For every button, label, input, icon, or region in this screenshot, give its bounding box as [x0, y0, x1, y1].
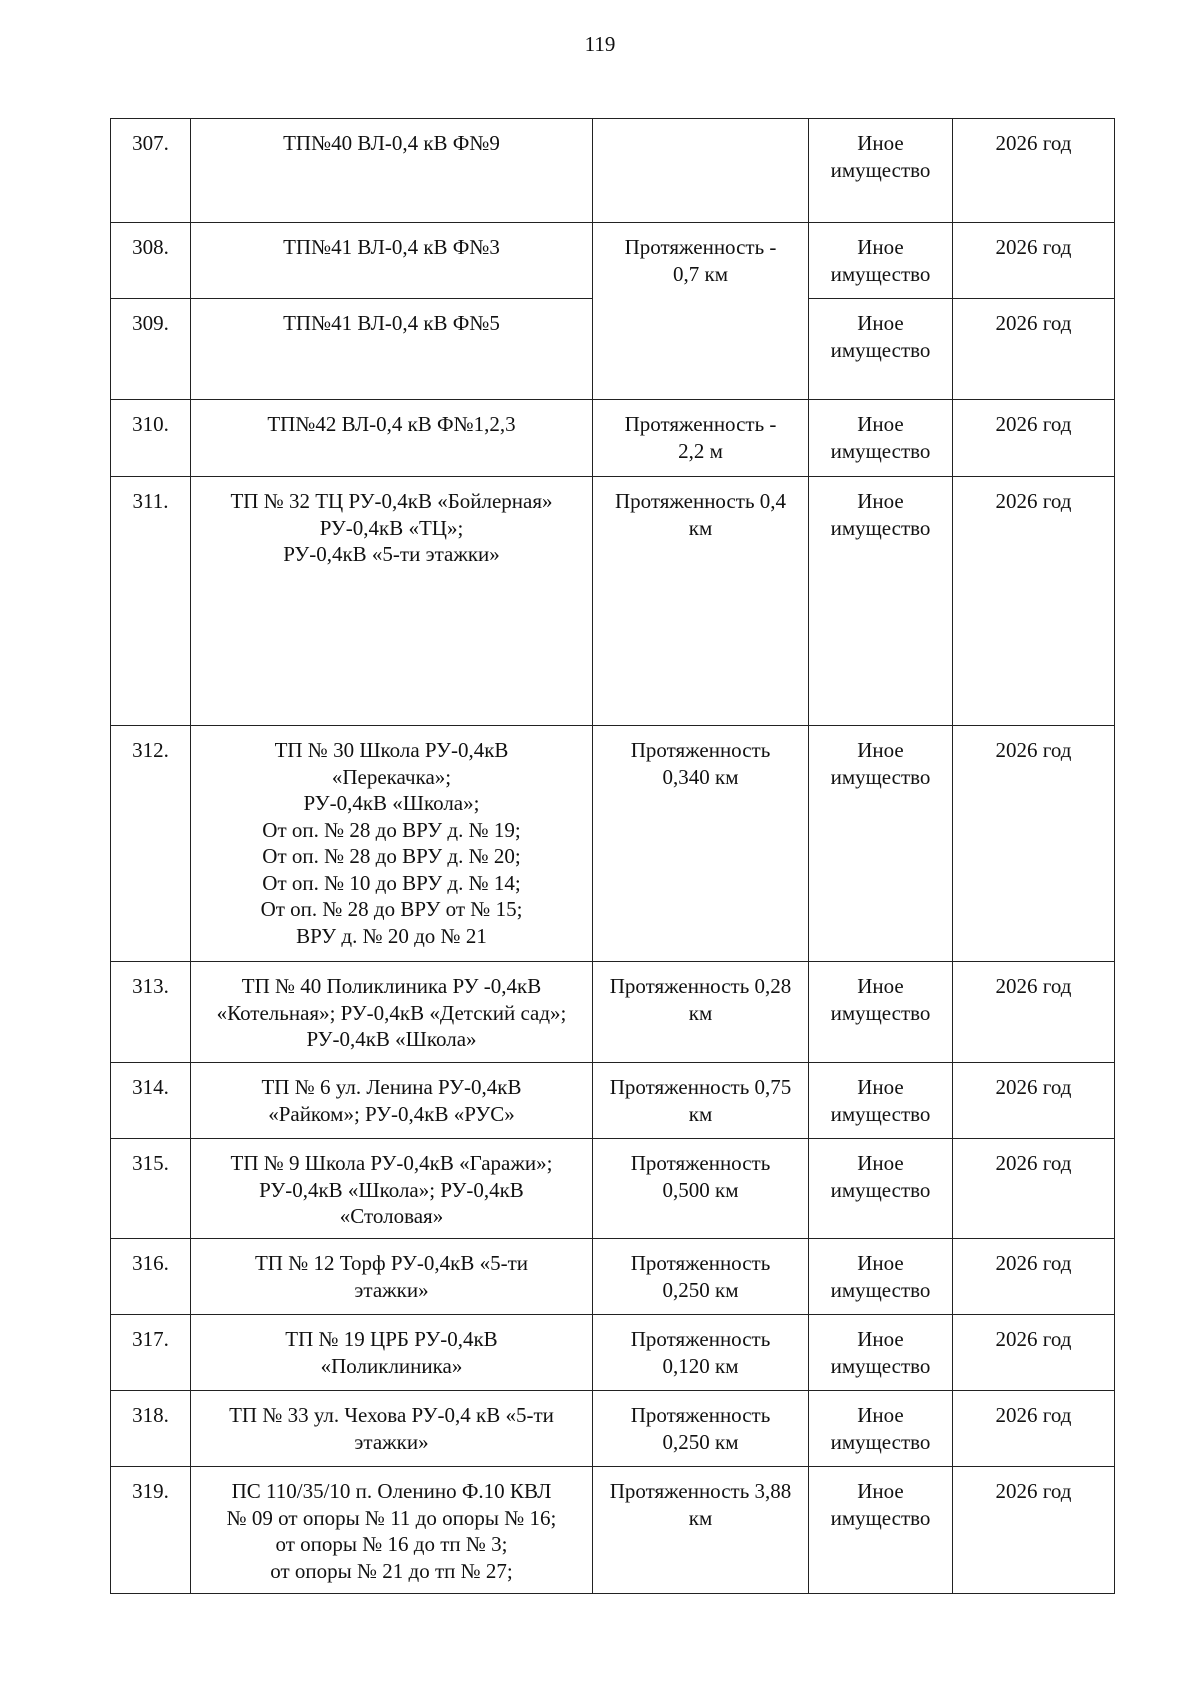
- property-type: [809, 1063, 953, 1139]
- extent-cell: [593, 1315, 809, 1391]
- extent-cell: [593, 1063, 809, 1139]
- extent-line: км: [688, 1101, 713, 1126]
- object-name-line: ТП № 9 Школа РУ-0,4кВ «Гаражи»;: [230, 1151, 553, 1175]
- target-year: 2026 год: [953, 1315, 1115, 1391]
- object-name-line: РУ-0,4кВ «Школа»: [306, 1027, 477, 1051]
- extent-cell: [593, 1391, 809, 1467]
- property-type-line: имущество: [830, 261, 931, 286]
- target-year: 2026 год: [953, 726, 1115, 962]
- property-type-line: имущество: [830, 1505, 931, 1530]
- row-number: 310.: [111, 400, 191, 477]
- row-number: 311.: [111, 477, 191, 726]
- extent-cell: [593, 223, 809, 400]
- extent-line: км: [688, 515, 713, 540]
- row-number: 314.: [111, 1063, 191, 1139]
- extent-cell: [593, 400, 809, 477]
- target-year: 2026 год: [953, 1391, 1115, 1467]
- page-number: 119: [584, 32, 616, 56]
- object-name-line: ТП№40 ВЛ-0,4 кВ Ф№9: [283, 131, 500, 155]
- extent-line: 0,7 км: [673, 261, 728, 286]
- extent-cell: [593, 477, 809, 726]
- property-type: [809, 1139, 953, 1239]
- property-type-line: имущество: [830, 1000, 931, 1025]
- property-type-line: имущество: [830, 438, 931, 463]
- object-name-line: от опоры № 21 до тп № 27;: [270, 1558, 513, 1583]
- object-name: [191, 1063, 593, 1139]
- property-type: [809, 1391, 953, 1467]
- object-name-line: ТП № 30 Школа РУ-0,4кВ: [274, 738, 509, 762]
- row-number: 308.: [111, 223, 191, 299]
- row-number: 309.: [111, 299, 191, 400]
- object-name: [191, 1391, 593, 1467]
- table-row: [111, 400, 1115, 477]
- object-name: [191, 726, 593, 962]
- property-type: [809, 400, 953, 477]
- extent-line: 0,250 км: [662, 1277, 739, 1302]
- target-year: 2026 год: [953, 223, 1115, 299]
- object-name-line: ТП№41 ВЛ-0,4 кВ Ф№5: [283, 311, 500, 335]
- property-type-line: имущество: [830, 1429, 931, 1454]
- extent-line: Протяженность 0,4: [614, 489, 787, 513]
- table-row: [111, 726, 1115, 962]
- property-type-line: Иное: [857, 235, 904, 259]
- object-name-line: от опоры № 16 до тп № 3;: [275, 1532, 508, 1556]
- object-name-line: От оп. № 28 до ВРУ д. № 20;: [262, 844, 521, 868]
- property-type-line: имущество: [830, 1353, 931, 1378]
- property-type-line: имущество: [830, 764, 931, 789]
- object-name: [191, 1467, 593, 1594]
- object-name-line: ПС 110/35/10 п. Оленино Ф.10 КВЛ: [231, 1479, 552, 1503]
- row-number: 315.: [111, 1139, 191, 1239]
- property-type-line: имущество: [830, 157, 931, 182]
- object-name-line: От оп. № 28 до ВРУ д. № 19;: [262, 817, 521, 842]
- property-type-line: Иное: [857, 489, 904, 513]
- object-name: [191, 1139, 593, 1239]
- object-name-line: ТП № 19 ЦРБ РУ-0,4кВ: [285, 1327, 498, 1351]
- object-name-line: ТП № 12 Торф РУ-0,4кВ «5-ти: [254, 1251, 529, 1275]
- extent-line: Протяженность 0,75: [609, 1075, 792, 1099]
- object-name-line: этажки»: [354, 1429, 429, 1454]
- object-name-line: ТП № 40 Поликлиника РУ -0,4кВ: [241, 974, 542, 998]
- object-name-line: «Столовая»: [339, 1204, 444, 1228]
- object-name: [191, 119, 593, 223]
- extent-line: Протяженность -: [624, 235, 777, 259]
- property-type-line: Иное: [857, 1151, 904, 1175]
- object-name-line: РУ-0,4кВ «ТЦ»;: [319, 515, 464, 540]
- extent-cell: [593, 726, 809, 962]
- target-year: 2026 год: [953, 119, 1115, 223]
- extent-line: Протяженность -: [624, 412, 777, 436]
- table-row: [111, 1139, 1115, 1239]
- property-type: [809, 119, 953, 223]
- extent-cell: [593, 1139, 809, 1239]
- extent-line: Протяженность: [630, 1403, 771, 1427]
- target-year: 2026 год: [953, 1467, 1115, 1594]
- property-type: [809, 962, 953, 1063]
- property-type-line: Иное: [857, 1479, 904, 1503]
- property-type: [809, 726, 953, 962]
- target-year: 2026 год: [953, 400, 1115, 477]
- property-table: [110, 118, 1115, 1594]
- target-year: 2026 год: [953, 477, 1115, 726]
- extent-line: Протяженность 0,28: [609, 974, 792, 998]
- object-name-line: «Поликлиника»: [320, 1353, 463, 1378]
- table-body: [111, 119, 1115, 1594]
- extent-line: км: [688, 1505, 713, 1530]
- property-type-line: Иное: [857, 974, 904, 998]
- object-name-line: «Райком»; РУ-0,4кВ «РУС»: [268, 1101, 515, 1126]
- table-row: [111, 477, 1115, 726]
- extent-line: 0,340 км: [662, 764, 739, 789]
- table-row: [111, 119, 1115, 223]
- property-type-line: Иное: [857, 1327, 904, 1351]
- object-name-line: «Перекачка»;: [331, 764, 452, 789]
- row-number: 318.: [111, 1391, 191, 1467]
- row-number: 307.: [111, 119, 191, 223]
- table-row: [111, 1239, 1115, 1315]
- object-name-line: ВРУ д. № 20 до № 21: [296, 923, 487, 948]
- table-row: [111, 1315, 1115, 1391]
- object-name: [191, 1239, 593, 1315]
- object-name-line: От оп. № 10 до ВРУ д. № 14;: [262, 870, 521, 895]
- property-type: [809, 1315, 953, 1391]
- extent-cell: [593, 1467, 809, 1594]
- row-number: 316.: [111, 1239, 191, 1315]
- target-year: 2026 год: [953, 1139, 1115, 1239]
- property-type-line: имущество: [830, 515, 931, 540]
- property-type-line: имущество: [830, 1177, 931, 1202]
- extent-line: км: [688, 1000, 713, 1025]
- extent-line: 0,500 км: [662, 1177, 739, 1202]
- property-type-line: Иное: [857, 412, 904, 436]
- table-row: [111, 1063, 1115, 1139]
- object-name: [191, 477, 593, 726]
- extent-line: Протяженность: [630, 1151, 771, 1175]
- object-name-line: ТП № 32 ТЦ РУ-0,4кВ «Бойлерная»: [230, 489, 553, 513]
- object-name: [191, 223, 593, 299]
- object-name-line: ТП № 33 ул. Чехова РУ-0,4 кВ «5-ти: [229, 1403, 554, 1427]
- extent-cell: [593, 962, 809, 1063]
- property-type-line: Иное: [857, 311, 904, 335]
- object-name-line: ТП № 6 ул. Ленина РУ-0,4кВ: [261, 1075, 522, 1099]
- target-year: 2026 год: [953, 299, 1115, 400]
- extent-line: Протяженность: [630, 1327, 771, 1351]
- row-number: 313.: [111, 962, 191, 1063]
- property-type-line: Иное: [857, 738, 904, 762]
- extent-line: Протяженность: [630, 738, 771, 762]
- table-row: [111, 1391, 1115, 1467]
- object-name: [191, 400, 593, 477]
- property-type-line: Иное: [857, 1403, 904, 1427]
- property-type-line: Иное: [857, 1075, 904, 1099]
- extent-line: 2,2 м: [678, 438, 723, 463]
- extent-line: 0,250 км: [662, 1429, 739, 1454]
- property-type: [809, 1239, 953, 1315]
- property-type: [809, 223, 953, 299]
- property-type-line: имущество: [830, 337, 931, 362]
- extent-cell: [593, 1239, 809, 1315]
- object-name-line: РУ-0,4кВ «Школа»;: [303, 791, 480, 815]
- object-name-line: ТП№41 ВЛ-0,4 кВ Ф№3: [283, 235, 500, 259]
- property-type-line: Иное: [857, 131, 904, 155]
- extent-line: Протяженность 3,88: [609, 1479, 792, 1503]
- object-name-line: РУ-0,4кВ «Школа»; РУ-0,4кВ: [259, 1177, 524, 1202]
- property-type: [809, 299, 953, 400]
- extent-line: 0,120 км: [662, 1353, 739, 1378]
- row-number: 317.: [111, 1315, 191, 1391]
- property-type: [809, 1467, 953, 1594]
- table-row: [111, 1467, 1115, 1594]
- property-type-line: имущество: [830, 1101, 931, 1126]
- object-name-line: ТП№42 ВЛ-0,4 кВ Ф№1,2,3: [267, 412, 516, 436]
- target-year: 2026 год: [953, 1063, 1115, 1139]
- property-type-line: имущество: [830, 1277, 931, 1302]
- object-name: [191, 299, 593, 400]
- table-row: [111, 962, 1115, 1063]
- object-name-line: «Котельная»; РУ-0,4кВ «Детский сад»;: [216, 1000, 567, 1025]
- property-type-line: Иное: [857, 1251, 904, 1275]
- object-name-line: От оп. № 28 до ВРУ от № 15;: [260, 897, 523, 921]
- object-name: [191, 1315, 593, 1391]
- table-row: [111, 223, 1115, 299]
- row-number: 319.: [111, 1467, 191, 1594]
- object-name-line: этажки»: [354, 1277, 429, 1302]
- target-year: 2026 год: [953, 1239, 1115, 1315]
- object-name: [191, 962, 593, 1063]
- property-type: [809, 477, 953, 726]
- row-number: 312.: [111, 726, 191, 962]
- extent-line: Протяженность: [630, 1251, 771, 1275]
- object-name-line: № 09 от опоры № 11 до опоры № 16;: [226, 1505, 557, 1530]
- extent-cell: [593, 119, 809, 223]
- target-year: 2026 год: [953, 962, 1115, 1063]
- object-name-line: РУ-0,4кВ «5-ти этажки»: [283, 542, 500, 566]
